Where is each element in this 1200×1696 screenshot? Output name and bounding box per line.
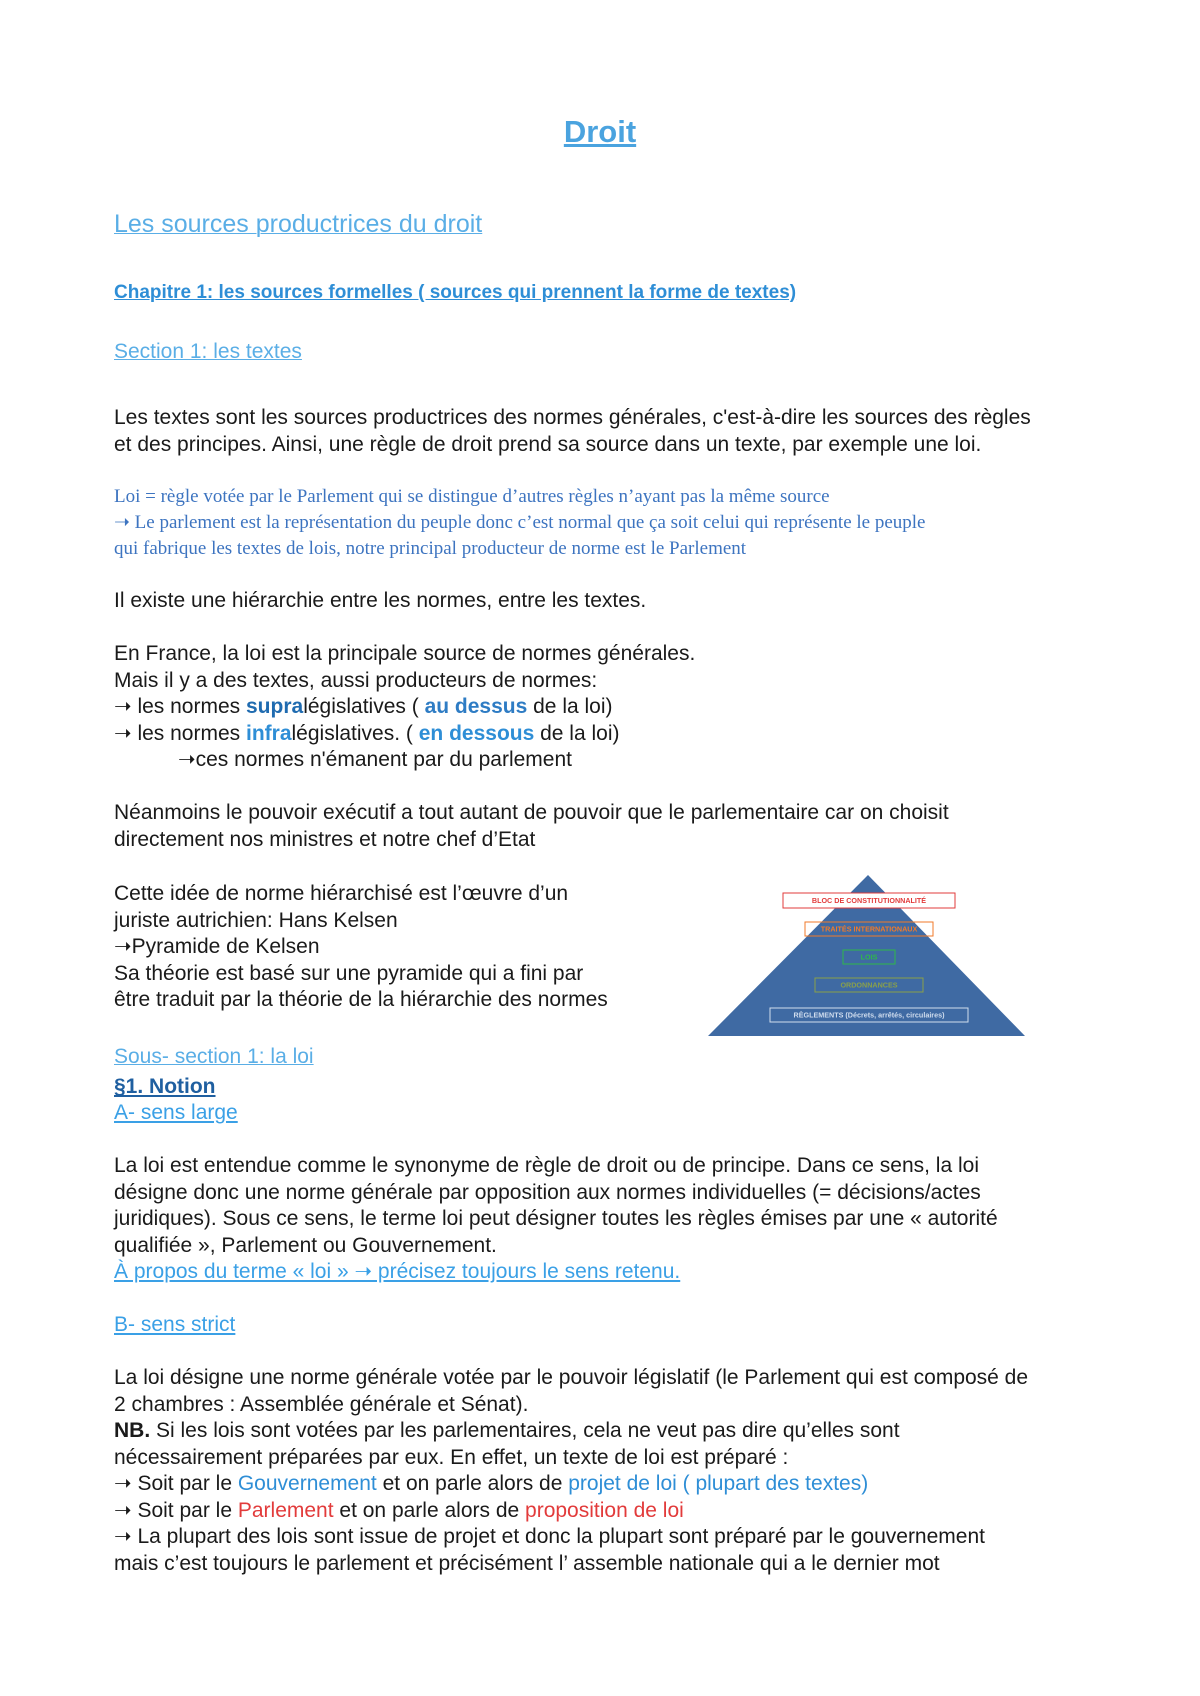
- pyramid-level-label: BLOC DE CONSTITUTIONNALITÉ: [811, 896, 927, 906]
- france-line-2: Mais il y a des textes, aussi producteurs de normes:: [114, 668, 598, 692]
- parl-line: ➝ Soit par le Parlement et on parle alors de proposition de loi: [114, 1498, 684, 1522]
- section-heading: Section 1: les textes: [114, 340, 302, 363]
- sens-large-heading: A- sens large: [114, 1101, 238, 1124]
- loi-def-line-3: qui fabrique les textes de lois, notre principal producteur de norme est le Parlement: [114, 538, 747, 559]
- executif-line-1: Néanmoins le pouvoir exécutif a tout autant de pouvoir que le parlementaire car on choisit: [114, 801, 949, 824]
- arrow-icon: ➝: [114, 721, 132, 745]
- nb-line: NB. Si les lois sont votées par les parlementaires, cela ne veut pas dire qu’elles sont: [114, 1419, 900, 1442]
- sens-large-line-2: désigne donc une norme générale par opposition aux normes individuelles (= décisions/actes: [114, 1180, 981, 1204]
- supra-line: ➝ les normes supralégislatives ( au dessus de la loi): [114, 695, 613, 718]
- document-title: Droit: [563, 114, 637, 149]
- france-line-1: En France, la loi est la principale source de normes générales.: [114, 642, 696, 665]
- arrow-icon: ➝: [114, 695, 132, 718]
- sens-strict-paragraph: [114, 1365, 1028, 1577]
- kelsen-pyramid-image: [700, 870, 1030, 1040]
- kelsen-line-3: ➝Pyramide de Kelsen: [114, 935, 320, 958]
- intro-line-1: Les textes sont les sources productrices des normes générales, c'est-à-dire les sources des règles: [114, 406, 1031, 429]
- sens-large-line-3: juridiques). Sous ce sens, le terme loi peut désigner toutes les règles émises par une « autorité: [114, 1207, 998, 1230]
- kelsen-line-2: juriste autrichien: Hans Kelsen: [114, 908, 398, 932]
- sens-large-paragraph: [114, 1153, 998, 1286]
- loi-def-line-2: ➝ Le parlement est la représentation du peuple donc c’est normal que ça soit celui qui représente le peuple: [114, 510, 926, 536]
- sens-strict-line-1: La loi désigne une norme générale votée par le pouvoir législatif (le Parlement qui est composé de: [114, 1366, 1029, 1389]
- main-heading: Les sources productrices du droit: [114, 210, 483, 238]
- infra-line: ➝ les normes infralégislatives. ( en dessous de la loi): [114, 721, 620, 745]
- arrow-icon: ➝: [114, 512, 130, 533]
- sens-large-line-1: La loi est entendue comme le synonyme de règle de droit ou de principe. Dans ce sens, la loi: [114, 1154, 979, 1177]
- last-line-2: mais c’est toujours le parlement et précisément l’ assemble nationale qui a le dernier mot: [114, 1551, 940, 1575]
- pyramid-level-label: TRAITÉS INTERNATIONAUX: [820, 924, 918, 934]
- sens-large-line-4: qualifiée », Parlement ou Gouvernement.: [114, 1233, 497, 1257]
- subsection-heading: Sous- section 1: la loi: [114, 1045, 314, 1068]
- gov-line: ➝ Soit par le Gouvernement et on parle alors de projet de loi ( plupart des textes): [114, 1472, 869, 1495]
- hierarchy-paragraph: Il existe une hiérarchie entre les normes, entre les textes.: [114, 589, 647, 612]
- kelsen-line-5: être traduit par la théorie de la hiérarchie des normes: [114, 988, 608, 1011]
- arrow-icon: ➝: [114, 1498, 132, 1522]
- arrow-icon: ➝: [114, 935, 132, 958]
- arrow-icon: ➝: [114, 1525, 132, 1548]
- sub-note-line: ➝ces normes n'émanent par du parlement: [178, 748, 572, 771]
- loi-definition: [114, 484, 926, 562]
- chapter-heading: Chapitre 1: les sources formelles ( sources qui prennent la forme de textes): [114, 282, 797, 303]
- sens-strict-line-2: 2 chambres : Assemblée générale et Sénat).: [114, 1392, 529, 1416]
- kelsen-paragraph: [114, 881, 608, 1014]
- loi-def-line-1: Loi = règle votée par le Parlement qui se distingue d’autres règles n’ayant pas la même source: [114, 486, 830, 507]
- sens-strict-heading: B- sens strict: [114, 1313, 236, 1336]
- arrow-icon: ➝: [114, 1472, 132, 1495]
- executif-line-2: directement nos ministres et notre chef d’Etat: [114, 827, 536, 851]
- pyramid-level-label: RÈGLEMENTS (Décrets, arrêtés, circulaires): [793, 1010, 945, 1020]
- sens-strict-line-4: nécessairement préparées par eux. En effet, un texte de loi est préparé :: [114, 1445, 789, 1469]
- pyramid-level-label: ORDONNANCES: [840, 980, 898, 990]
- notion-heading: §1. Notion: [114, 1075, 216, 1098]
- last-line-1: ➝ La plupart des lois sont issue de projet et donc la plupart sont préparé par le gouvernement: [114, 1525, 985, 1548]
- kelsen-line-1: Cette idée de norme hiérarchisé est l’œuvre d’un: [114, 882, 569, 905]
- france-paragraph: [114, 641, 695, 774]
- sens-large-note: À propos du terme « loi » ➝ précisez toujours le sens retenu.: [114, 1260, 681, 1283]
- pyramid-level-label: LOIS: [860, 952, 878, 962]
- intro-paragraph: [114, 405, 1031, 458]
- arrow-icon: ➝: [178, 748, 196, 771]
- kelsen-line-4: Sa théorie est basé sur une pyramide qui a fini par: [114, 961, 584, 985]
- executif-paragraph: [114, 800, 949, 853]
- intro-line-2: et des principes. Ainsi, une règle de droit prend sa source dans un texte, par exemple une loi.: [114, 432, 982, 456]
